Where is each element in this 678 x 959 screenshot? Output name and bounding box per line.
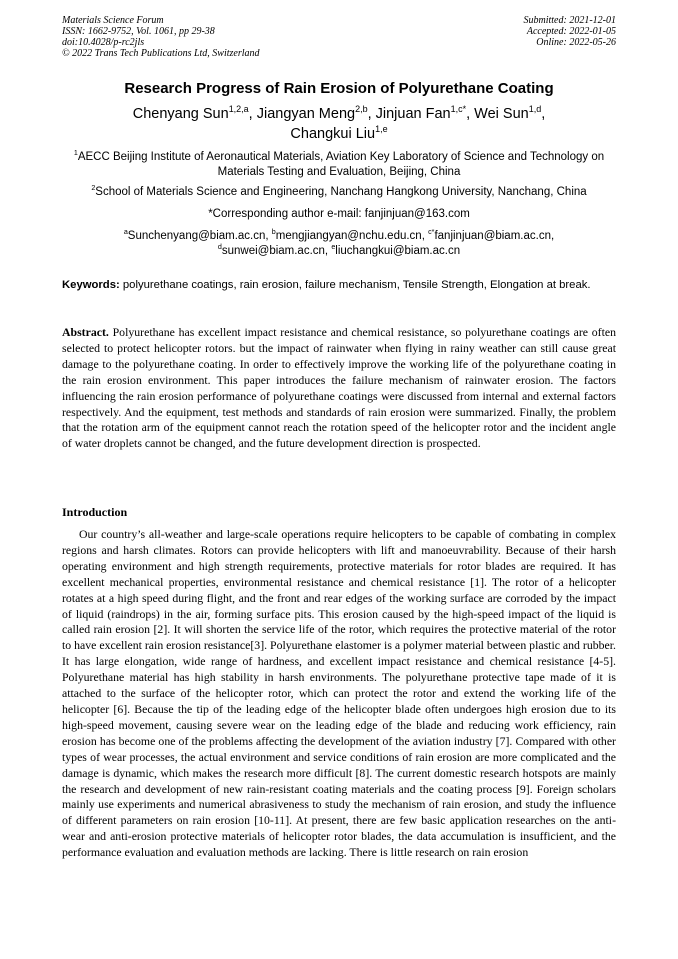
introduction-paragraph: Our country’s all-weather and large-scale operations require helicopters to be capable of combating in complex regions and harsh climates. Rotors can provide helicopters with lift and manoeuvrability. Because of their harsh operating environment and high strength requirements, protective materials for rotor blades are required. It has excellent mechanical properties, environmental resistance and chemical resistance [1]. The rotor of a helicopter rotates at a high speed during flight, and the front and rear edges of the working surface are corroded by the impact of liquid (raindrops) in the air, forming surface pits. This erosion caused by the high-speed impact of the liquid is called rain erosion [2]. It will shorten the service life of the rotor, which requires the protective material of the rotor to have excellent rain erosion resistance[3]. Polyurethane elastomer is a polymer material between plastic and rubber. It has large elongation, wide range of hardness, and excellent impact resistance and chemical resistance [4-5]. Polyurethane material has high stability in harsh environments. The polyurethane protective tape made of it is attached to the surface of the helicopter rotor, which can protect the rotor and extend the working life of the helicopter [6]. Because the tip of the leading edge of the helicopter blade often undergoes high erosion due to its high-speed movement, causing severe wear on the leading edge of the blade and reducing work efficiency, rain erosion has become one of the problems affecting the development of the aviation industry [7]. Compared with other types of wear processes, the actual environment and service conditions of rain erosion are more complicated and the damage is dynamic, which makes the research more difficult [8]. The current domestic research hotspots are mainly the research and development of new rain-resistant coating materials and the coating process [9]. Foreign scholars mainly use experiments and numerical abrasiveness to study the mechanism of rain erosion, and study the influence of different parameters on rain erosion [10-11]. At present, there are few basic application researches on the anti-wear and anti-erosion protective materials of helicopter rotor blades, the data accumulation is insufficient, and the performance evaluation and evaluation methods are lacking. There is little research on rain erosion <box>62 527 616 860</box>
author-affiliation-mark: 2,b <box>355 104 368 115</box>
affiliation-text: School of Materials Science and Engineering, Nanchang Hangkong University, Nanchang, China <box>95 186 587 198</box>
journal-info <box>62 15 260 59</box>
submitted-date: Submitted: 2021-12-01 <box>523 15 616 26</box>
accepted-date: Accepted: 2022-01-05 <box>526 26 616 37</box>
email-link[interactable]: Sunchenyang@biam.ac.cn, <box>127 230 272 242</box>
email-mark: e <box>331 243 336 252</box>
paper-title: Research Progress of Rain Erosion of Polyurethane Coating <box>124 80 554 97</box>
affiliation-mark: 2 <box>91 184 96 193</box>
corresponding-author[interactable]: *Corresponding author e-mail: fanjinjuan@163.com <box>208 208 470 220</box>
keywords-text: polyurethane coatings, rain erosion, failure mechanism, Tensile Strength, Elongation at break. <box>119 279 591 291</box>
journal-name: Materials Science Forum <box>62 15 164 26</box>
email-link[interactable]: sunwei@biam.ac.cn, <box>221 245 332 257</box>
author-affiliation-mark: 1,e <box>375 124 388 135</box>
introduction-heading: Introduction <box>62 505 128 519</box>
issn-line: ISSN: 1662-9752, Vol. 1061, pp 29-38 <box>62 26 215 37</box>
keywords <box>62 278 616 292</box>
affiliation-text: AECC Beijing Institute of Aeronautical Materials, Aviation Key Laboratory of Science and Technology on Materials Testing and Evaluation, Beijing, China <box>77 151 605 178</box>
online-date: Online: 2022-05-26 <box>536 37 616 48</box>
email-link[interactable]: fanjinjuan@biam.ac.cn, <box>434 230 555 242</box>
copyright-line: © 2022 Trans Tech Publications Ltd, Switzerland <box>62 48 260 59</box>
abstract <box>62 325 616 452</box>
author-name: Changkui Liu <box>290 126 376 142</box>
affiliation-1 <box>62 150 616 180</box>
email-link[interactable]: liuchangkui@biam.ac.cn <box>335 245 461 257</box>
author-list: Chenyang Sun$^{1,2,a}$, Jiangyan Meng$^{2,b}$, Jinjuan Fan$^{1,c*}$, Wei Sun$^{1,d}$, Changkui Liu$^{1,e}$ <box>132 104 546 142</box>
submission-dates <box>524 15 617 48</box>
author-emails <box>62 229 616 259</box>
email-mark: b <box>271 228 276 237</box>
author-affiliation-mark: 1,d <box>528 104 542 115</box>
affiliation-2 <box>62 185 616 200</box>
author-affiliation-mark: 1,c* <box>450 104 467 115</box>
email-mark: c* <box>428 228 435 237</box>
abstract-text: Polyurethane has excellent impact resistance and chemical resistance, so polyurethane coatings are often selected to protect helicopter rotors. but the impact of rainwater when flying in rainy weather can still cause great damage to the polyurethane coating. In order to effectively improve the working life of the polyurethane coating in the rain erosion environment. This paper introduces the failure mechanism of rainwater erosion. The factors influencing the rain erosion performance of polyurethane coatings were discussed from internal and external factors respectively. And the equipment, test methods and standards of rain erosion were summarized. Finally, the problem that the rotation arm of the equipment cannot reach the rotation speed of the helicopter rotor and the incident angle of water droplets cannot be changed, and the future development direction is prospected. <box>62 325 616 451</box>
author-name: Chenyang Sun <box>132 106 229 122</box>
author-name: Jiangyan Meng <box>256 106 356 122</box>
doi-line[interactable]: doi:10.4028/p-rc2jls <box>62 37 145 48</box>
author-name: Jinjuan Fan <box>375 106 451 122</box>
email-link[interactable]: mengjiangyan@nchu.edu.cn, <box>275 230 429 242</box>
abstract-label: Abstract. <box>62 325 109 339</box>
email-mark: d <box>217 243 222 252</box>
email-mark: a <box>123 228 128 237</box>
author-affiliation-mark: 1,2,a <box>228 104 249 115</box>
keywords-label: Keywords: <box>62 279 120 291</box>
author-name: Wei Sun <box>474 106 529 122</box>
affiliation-mark: 1 <box>73 149 78 158</box>
